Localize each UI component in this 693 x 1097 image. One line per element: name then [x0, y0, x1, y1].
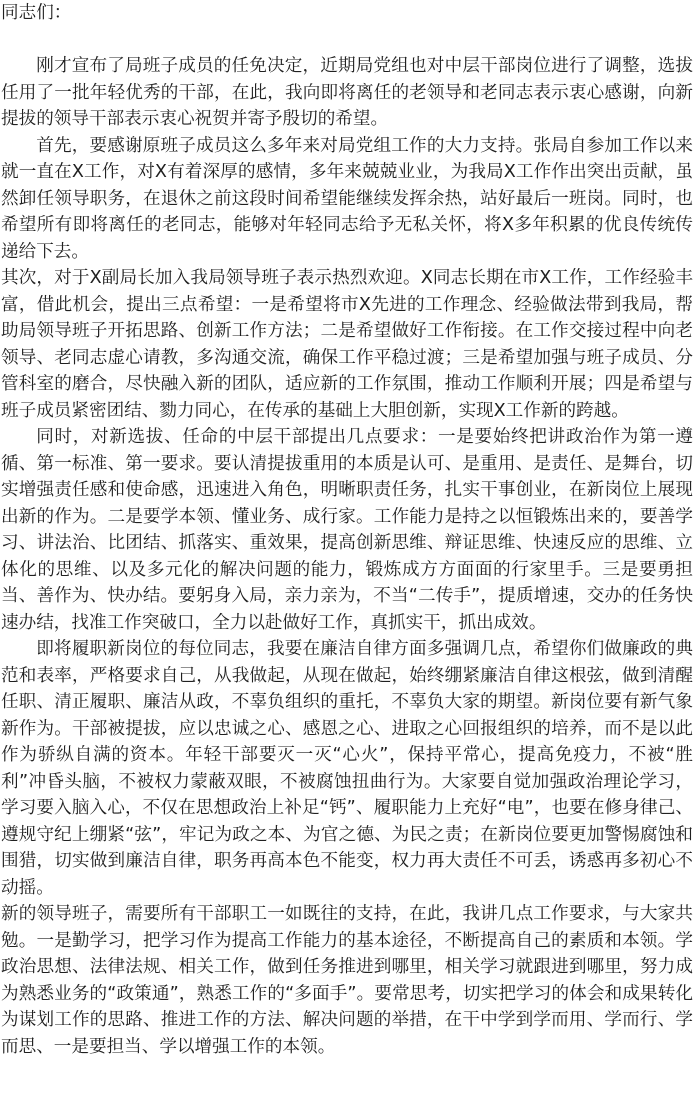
- paragraph-farewell: 刚才宣布了局班子成员的任免决定，近期局党组也对中层干部岗位进行了调整，选拔任用了一批年轻优秀的干部，在此，我向即将离任的老领导和老同志表示衷心感谢，向新提拔的领导干部表示衷心祝贺并寄予殷切的希望。: [1, 56, 693, 129]
- paragraph-work-requirements: 新的领导班子，需要所有干部职工一如既往的支持，在此，我讲几点工作要求，与大家共勉。一是勤学习，把学习作为提高工作能力的基本途径，不断提高自己的素质和本领。学政治思想、法律法规、相关工作，做到任务推进到哪里，相关学习就跟进到哪里，努力成为熟悉业务的“政策通”，熟悉工作的“多面手”。要常思考，切实把学习的体会和成果转化为谋划工作的思路、推进工作的方法、解决问题的举措，在干中学到学而用、学而行、学而思、一是要担当、学以增强工作的本领。: [1, 904, 693, 1057]
- greeting: 同志们：: [1, 3, 72, 23]
- document-body: [1, 0, 693, 1060]
- paragraph-integrity: 即将履职新岗位的每位同志，我要在廉洁自律方面多强调几点，希望你们做廉政的典范和表率，严格要求自己，从我做起，从现在做起，始终绷紧廉洁自律这根弦，做到清醒任职、清正履职、廉洁从政，不辜负组织的重托，不辜负大家的期望。新岗位要有新气象新作为。干部被提拔，应以忠诚之心、感恩之心、进取之心回报组织的培养，而不是以此作为骄纵自满的资本。年轻干部要灭一灭“心火”，保持平常心，提高免疫力，不被“胜利”冲昏头脑，不被权力蒙蔽双眼，不被腐蚀扭曲行为。大家要自觉加强政治理论学习，学习要入脑入心，不仅在思想政治上补足“钙”、履职能力上充好“电”，也要在修身律己、遵规守纪上绷紧“弦”，牢记为政之本、为官之德、为民之责；在新岗位要更加警惕腐蚀和围猎，切实做到廉洁自律，职务再高本色不能变，权力再大责任不可丢，诱惑再多初心不动摇。: [1, 639, 693, 898]
- paragraph-welcome-deputy: 其次，对于X副局长加入我局领导班子表示热烈欢迎。X同志长期在市X工作，工作经验丰富，借此机会，提出三点希望：一是希望将市X先进的工作理念、经验做法带到我局，帮助局领导班子开拓思路、创新工作方法；二是希望做好工作衔接。在工作交接过程中向老领导、老同志虚心请教，多沟通交流，确保工作平稳过渡；三是希望加强与班子成员、分管科室的磨合，尽快融入新的团队，适应新的工作氛围，推动工作顺利开展；四是希望与班子成员紧密团结、勠力同心，在传承的基础上大胆创新，实现X工作新的跨越。: [1, 268, 693, 421]
- paragraph-thanks-former-members: 首先，要感谢原班子成员这么多年来对局党组工作的大力支持。张局自参加工作以来就一直在X工作，对X有着深厚的感情，多年来兢兢业业，为我局X工作作出突出贡献，虽然卸任领导职务，在退休之前这段时间希望能继续发挥余热，站好最后一班岗。同时，也希望所有即将离任的老同志，能够对年轻同志给予无私关怀，将X多年积累的优良传统传递给下去。: [1, 135, 693, 262]
- paragraph-requirements-middle-cadres: 同时，对新选拔、任命的中层干部提出几点要求：一是要始终把讲政治作为第一遵循、第一标准、第一要求。要认清提拔重用的本质是认可、是重用、是责任、是舞台，切实增强责任感和使命感，迅速进入角色，明晰职责任务，扎实干事创业，在新岗位上展现出新的作为。二是要学本领、懂业务、成行家。工作能力是持之以恒锻炼出来的，要善学习、讲法治、比团结、抓落实、重效果，提高创新思维、辩证思维、快速反应的思维、立体化的思维、以及多元化的解决问题的能力，锻炼成方方面面的行家里手。三是要勇担当、善作为、快办结。要躬身入局，亲力亲为，不当“二传手”，提质增速，交办的任务快速办结，找准工作突破口，全力以赴做好工作，真抓实干，抓出成效。: [1, 427, 693, 633]
